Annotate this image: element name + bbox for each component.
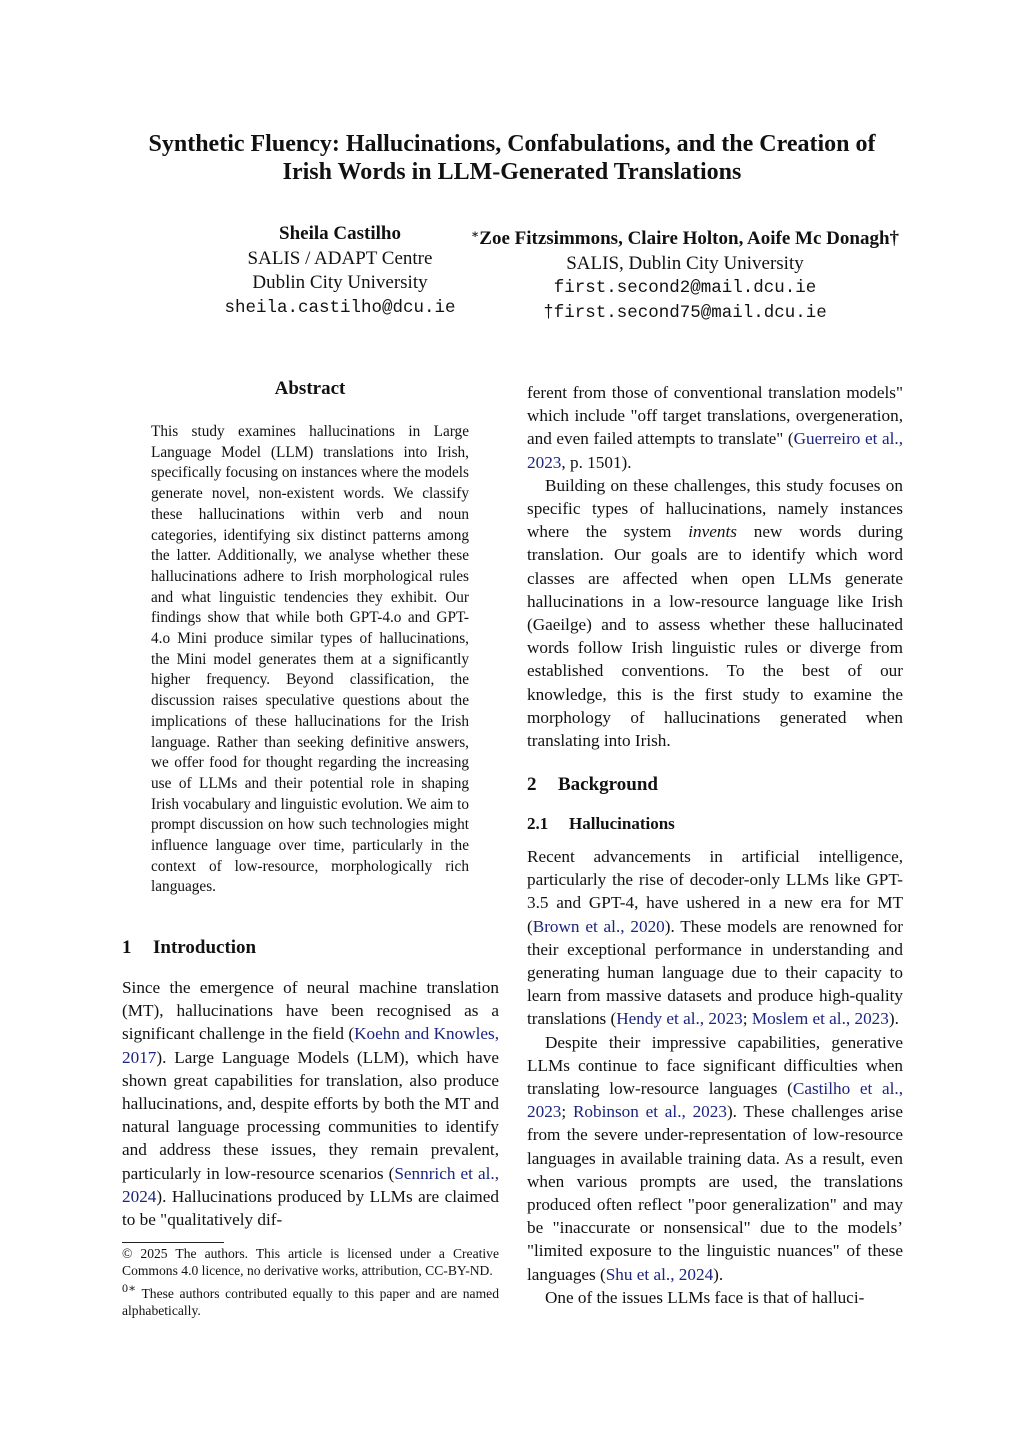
footnote-marker: 0∗ [122,1281,137,1295]
citation-year: 2023 [708,1009,743,1029]
section-number: 1 [122,937,132,958]
background-body [527,845,903,1309]
introduction-body [122,976,499,1231]
text: , [699,1009,709,1029]
citation-robinson[interactable] [573,1102,727,1121]
citation-year: 2024 [122,1186,157,1206]
citation-author: Castilho et al. [792,1079,899,1099]
text: Since the emergence of neural machine translation (MT), hallucinations have been recognised as a significant challenge in the field ( [122,978,499,1044]
citation-hendy[interactable] [616,1009,743,1028]
text: , [620,916,631,936]
text: ). Large Language Models (LLM), which have shown great capabilities for translation, also produce hallucinations, and, despite efforts by both the MT and natural language processing communities to identify and address these issues, they remain prevalent, particularly in low-resource scenarios ( [122,1047,499,1183]
text: , [845,1009,855,1029]
license-footnote: © 2025 The authors. This article is licensed under a Creative Commons 4.0 licence, no derivative works, attribution, CC-BY-ND. [122,1246,499,1278]
author-affiliation: SALIS / ADAPT Centre [247,247,433,269]
text: , p. 1501). [561,452,632,472]
citation-year: 2023 [527,452,562,472]
text: ). These challenges arise from the severe under-representation of low-resource languages in available training data. As a result, even when various prompts are used, the translations produced often reflect "poor generalization" and may be "inaccurate or nonsensical" due to the models’ "limited exposure to the linguistic nuances" of these languages ( [527,1102,904,1284]
text: , [898,1079,904,1099]
citation-year: 2024 [678,1264,714,1284]
emphasis: invents [688,522,737,542]
author-block-1 [200,222,480,320]
paragraph [527,845,903,1031]
author-affiliation: Dublin City University [252,272,428,293]
citation-author: Robinson et al. [572,1102,682,1122]
title-line-2: Irish Words in LLM-Generated Translations [282,159,742,185]
text: Building on these challenges, this study focuses on specific types of hallucinations, namely instances where the system [527,475,903,542]
paragraph [527,474,903,752]
section-title: Introduction [153,937,257,958]
section-number: 2 [527,774,537,795]
text: ). [888,1009,899,1029]
author-affiliation: SALIS, Dublin City University [566,252,804,274]
citation-author: Shu et al. [605,1264,671,1284]
paragraph [527,381,903,474]
citation-author: Koehn and Knowles [354,1024,495,1044]
section-heading-introduction [122,937,256,959]
text: ). Hallucinations produced by LLMs are claimed to be "qualitatively dif- [122,1186,499,1230]
author-names: Zoe Fitzsimmons, Claire Holton, Aoife Mc Donagh† [479,228,900,249]
text: Despite their impressive capabilities, generative LLMs continue to face significant difficulties when translating low-resource languages ( [527,1032,903,1099]
citation-year: 2020 [630,916,665,936]
text: ). These models are renowned for their exceptional performance in understanding and generating human language due to their capacity to learn from massive datasets and produce high-quality translations ( [527,916,903,1029]
text: , [670,1264,679,1284]
text: , [898,429,903,449]
section-title: Background [558,774,658,795]
author-block-2 [440,222,930,325]
paper-title [100,130,924,186]
author-name: Sheila Castilho [279,223,401,244]
equal-contribution-footnote [122,1280,499,1319]
author-email: first.second2@mail.dcu.ie [553,278,817,298]
citation-year: 2017 [122,1047,157,1067]
citation-author: Moslem et al. [751,1009,846,1029]
text: These authors contributed equally to this paper and are named alphabetically. [122,1286,499,1318]
footnote-rule [122,1242,224,1243]
footnotes [122,1246,499,1320]
text: new words during translation. Our goals are to identify which word classes are affected when open LLMs generate hallucinations in a low-resource language like Irish (Gaeilge) and to assess whether these hallucinated words follow Irish linguistic rules or diverge from established conventions. To the best of our knowledge, this is the first study to examine the morphology of hallucinations generated when translating into Irish. [527,522,903,751]
text: , [681,1102,693,1122]
citation-year: 2023 [527,1102,562,1122]
text: ). [713,1264,724,1284]
citation-year: 2023 [692,1102,727,1122]
subsection-number: 2.1 [527,814,549,833]
citation-author: Hendy et al. [616,1009,700,1029]
citation-author: Sennrich et al. [394,1163,495,1183]
author-email: †first.second75@mail.dcu.ie [543,302,827,323]
citation-author: Brown et al. [532,916,621,936]
right-column-top [527,381,903,752]
abstract-text: This study examines hallucinations in Large Language Model (LLM) translations into Irish, specifically focusing on instances where the models generate novel, non-existent words. We classify these hallucinations within verb and noun categories, identifying six distinct patterns among the latter. Additionally, we analyse whether these hallucinations adhere to Irish morphological rules and what linguistic tendencies they exhibit. Our findings show that while both GPT-4.o and GPT-4.o Mini produce similar types of hallucinations, the Mini model generates them at a significantly higher frequency. Beyond classification, the discussion raises speculative questions about the implications of these hallucinations for the Irish language. Rather than seeking definitive answers, we offer food for thought regarding the increasing use of LLMs and their potential role in shaping Irish vocabulary and linguistic evolution. We aim to prompt discussion on how such technologies might influence language over time, particularly in the context of low-resource, morphologically rich languages. [151,423,469,896]
equal-contribution-mark: ∗ [470,227,480,241]
text: Recent advancements in artificial intelligence, particularly the rise of decoder-only LLMs like GPT-3.5 and GPT-4, have ushered in a new era for MT ( [527,847,903,936]
text: , [494,1163,499,1183]
text: , [494,1024,499,1044]
abstract-heading: Abstract [274,378,346,399]
subsection-heading-hallucinations [527,814,675,834]
citation-moslem[interactable] [752,1009,889,1028]
text: ; [742,1009,752,1029]
citation-year: 2023 [854,1009,889,1029]
citation-author: Guerreiro et al. [793,429,899,449]
section-heading-background [527,774,658,796]
subsection-title: Hallucinations [569,814,675,833]
citation-brown[interactable] [533,917,665,936]
author-email: sheila.castilho@dcu.ie [224,297,456,318]
text: ; [561,1102,573,1122]
citation-shu[interactable] [606,1265,713,1284]
title-line-1: Synthetic Fluency: Hallucinations, Confabulations, and the Creation of [148,131,876,157]
text: ferent from those of conventional translation models" which include "off target translations, overgeneration, and even failed attempts to translate" ( [527,383,903,449]
paragraph: One of the issues LLMs face is that of halluci- [545,1287,865,1307]
paragraph [122,976,499,1231]
paragraph [527,1031,903,1286]
